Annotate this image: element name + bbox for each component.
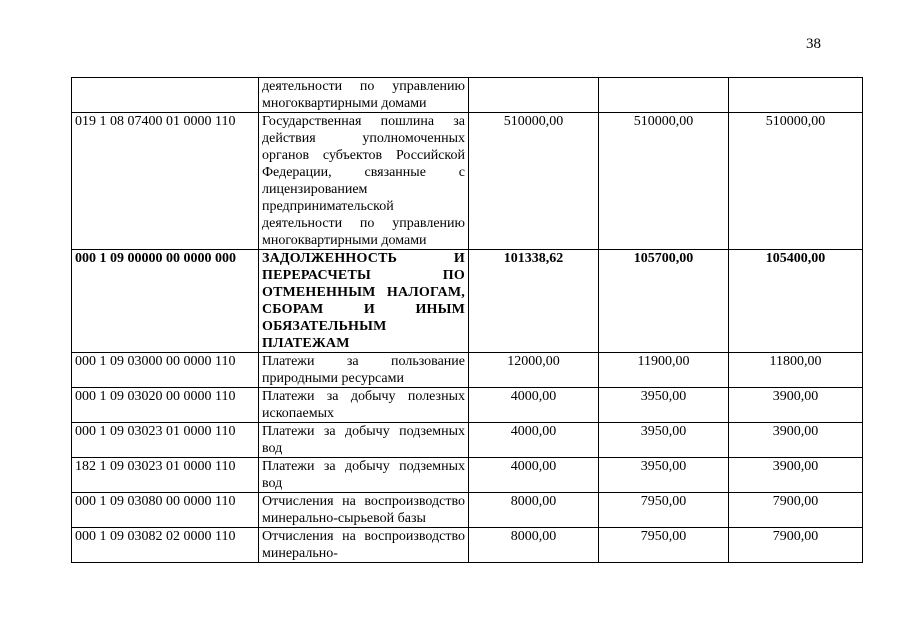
table-row — [72, 423, 863, 458]
revenue-name-cell: Платежи за пользование природными ресурсами — [259, 353, 469, 388]
amount-year3-cell: 510000,00 — [729, 113, 863, 250]
budget-code-cell: 000 1 09 03000 00 0000 110 — [72, 353, 259, 388]
revenue-name-cell: Платежи за добычу полезных ископаемых — [259, 388, 469, 423]
page-number: 38 — [806, 36, 821, 52]
amount-year1-cell: 8000,00 — [469, 528, 599, 563]
table-row — [72, 458, 863, 493]
amount-year2-cell: 7950,00 — [599, 493, 729, 528]
amount-year1-cell: 101338,62 — [469, 250, 599, 353]
budget-code-cell: 000 1 09 03020 00 0000 110 — [72, 388, 259, 423]
table-row — [72, 78, 863, 113]
revenue-name-cell: деятельности по управлению многоквартирными домами — [259, 78, 469, 113]
amount-year3-cell: 105400,00 — [729, 250, 863, 353]
revenue-name-cell: Отчисления на воспроизводство минерально-сырьевой базы — [259, 493, 469, 528]
budget-code-cell: 000 1 09 03080 00 0000 110 — [72, 493, 259, 528]
revenue-name-cell: Платежи за добычу подземных вод — [259, 458, 469, 493]
amount-year2-cell: 510000,00 — [599, 113, 729, 250]
budget-code-cell: 000 1 09 00000 00 0000 000 — [72, 250, 259, 353]
amount-year2-cell — [599, 78, 729, 113]
revenue-name-cell: Платежи за добычу подземных вод — [259, 423, 469, 458]
budget-code-cell: 000 1 09 03082 02 0000 110 — [72, 528, 259, 563]
amount-year2-cell: 7950,00 — [599, 528, 729, 563]
amount-year1-cell: 8000,00 — [469, 493, 599, 528]
budget-revenue-table — [71, 77, 863, 563]
table-row — [72, 250, 863, 353]
budget-code-cell: 000 1 09 03023 01 0000 110 — [72, 423, 259, 458]
amount-year3-cell: 11800,00 — [729, 353, 863, 388]
table-row — [72, 528, 863, 563]
revenue-name-cell: Отчисления на воспроизводство минерально- — [259, 528, 469, 563]
amount-year2-cell: 11900,00 — [599, 353, 729, 388]
amount-year1-cell — [469, 78, 599, 113]
budget-code-cell: 182 1 09 03023 01 0000 110 — [72, 458, 259, 493]
amount-year2-cell: 3950,00 — [599, 388, 729, 423]
amount-year3-cell: 7900,00 — [729, 528, 863, 563]
table-row — [72, 113, 863, 250]
amount-year3-cell: 3900,00 — [729, 423, 863, 458]
amount-year1-cell: 510000,00 — [469, 113, 599, 250]
amount-year2-cell: 3950,00 — [599, 423, 729, 458]
table-row — [72, 388, 863, 423]
amount-year3-cell: 3900,00 — [729, 388, 863, 423]
amount-year3-cell: 7900,00 — [729, 493, 863, 528]
amount-year1-cell: 4000,00 — [469, 388, 599, 423]
amount-year2-cell: 105700,00 — [599, 250, 729, 353]
amount-year1-cell: 4000,00 — [469, 458, 599, 493]
revenue-name-cell: ЗАДОЛЖЕННОСТЬ И ПЕРЕРАСЧЕТЫ ПО ОТМЕНЕННЫМ НАЛОГАМ, СБОРАМ И ИНЫМ ОБЯЗАТЕЛЬНЫМ ПЛАТЕЖАМ — [259, 250, 469, 353]
table-row — [72, 353, 863, 388]
amount-year1-cell: 12000,00 — [469, 353, 599, 388]
table-row — [72, 493, 863, 528]
revenue-name-cell: Государственная пошлина за действия уполномоченных органов субъектов Российской Федерации, связанные с лицензированием предпринимательской деятельности по управлению многоквартирными домами — [259, 113, 469, 250]
amount-year3-cell: 3900,00 — [729, 458, 863, 493]
amount-year3-cell — [729, 78, 863, 113]
amount-year2-cell: 3950,00 — [599, 458, 729, 493]
amount-year1-cell: 4000,00 — [469, 423, 599, 458]
budget-code-cell: 019 1 08 07400 01 0000 110 — [72, 113, 259, 250]
budget-code-cell — [72, 78, 259, 113]
